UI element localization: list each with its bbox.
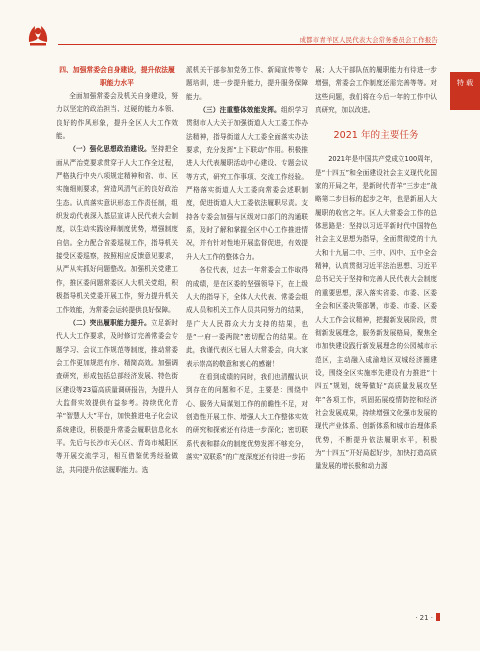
paragraph-lead: （二）突出履职能力提升。 <box>69 318 151 327</box>
paragraph <box>56 143 178 316</box>
congress-emblem-icon <box>26 22 50 48</box>
paragraph: 展；人大干部队伍的履职能力有待进一步增强，常委会工作制度还需完善等等。对这些问题，我们将在今后一年的工作中认真研究，加以改进。 <box>315 66 437 115</box>
section-side-tab: 特 载 <box>450 72 480 110</box>
paragraph: 派机关干部参加党务工作、新闻宣传等专题培训，进一步提升能力，提升服务保障能力。 <box>186 66 308 101</box>
paragraph: 各位代表，过去一年常委会工作取得的成绩，是在区委的坚强领导下，在上级人大的指导下，全体人大代表、常委会组成人员和机关工作人员共同努力的结果，是广大人民群众大力支持的结果，也是“一府一委两院”密切配合的结果。在此，我谨代表区七届人大常委会，向大家表示崇高的敬意和衷心的感谢！ <box>186 266 308 368</box>
page-header <box>0 0 480 58</box>
running-header-title: 成都市青羊区人民代表大会常务委员会工作报告 <box>299 36 438 44</box>
column-1 <box>56 64 178 477</box>
paragraph-lead: （三）注重整体效能发挥。 <box>199 106 281 115</box>
paragraph: 2021年是中国共产党成立100周年，是“十四五”和全面建设社会主义现代化国家的开局之年，是新时代青羊“三步走”战略第二步目标的起步之年，也是新届人大履职的收官之年。区人大常委会工作的总体思路是：坚持以习近平新时代中国特色社会主义思想为指导，全面贯彻党的十九大和十九届二中、三中、四中、五中全会精神，认真贯彻习近平法治思想、习近平总书记关于坚持和完善人民代表大会制度的重要思想，深入落实省委、市委、区委全会和区委决策部署，市委、市委、区委人大工作会议精神，把握新发展阶段，贯彻新发展理念，服务新发展格局，聚焦全市加快建设践行新发展理念的公园城市示范区，主动融入成渝地区双城经济圈建设，围绕全区实施率先建设有力推进“十四五”规划，统筹做好“高质量发展攻坚年”各项工作，巩固拓展疫情防控和经济社会发展成果，持续增强文化强市发展的现代产业体系、创新体系和城市治理体系优势，不断提升依法履职水平，积极为“十四五”开好局起好步，加快打造高质量发展的增长极和动力源 <box>315 155 437 471</box>
paragraph <box>56 317 178 477</box>
paragraph: 在看到成绩的同时，我们也清醒认识到存在的问题和不足，主要是：围绕中心、服务大局谋划工作的前瞻性不足，对创造性开展工作、增强人大工作整体实效的研究和探索还有待进一步深化；密切联系代表和群众的制度优势发挥不够充分，落实“双联系”的广度深度还有待进一步拓 <box>186 372 308 461</box>
paragraph <box>186 104 308 264</box>
column-3 <box>315 64 437 474</box>
paragraph-body: 立足新时代人大工作要求，及时修订完善常委会专题学习、会议工作规范等制度，推动常委会工作更加规范有序、精简高效。加强调查研究，形成包括总部经济发展、特色街区建设等23篇高质量调研报告，为提升人大监督实效提供有益参考。持续优化青羊“智慧人大”平台，加快推进电子化会议系统建设，积极提升常委会履职信息化水平。先后与长沙市天心区、青岛市城阳区等开展交流学习，相互借鉴优秀经验做法，共同提升依法履职能力。选 <box>56 318 179 474</box>
header-rule <box>58 44 436 45</box>
paragraph-body: 组织学习贯彻市人大关于加强街道人大工委工作办法精神，指导街道人大工委全面落实办法要求，充分发挥“上下联动”作用。积极推进人大代表履职活动中心建设、专题会议等方式，研究工作事项、交流工作经验。严格落实街道人大工委向常委会述职制度，促进街道人大工委依法履职尽责。支持各专委会加强与区级对口部门的沟通联系，及时了解和掌握全区中心工作推进情况，并有针对性地开展监督促进，有效提升人大工作的整体合力。 <box>186 106 309 261</box>
section-heading: 四、加强常委会自身建设，提升依法履职能力水平 <box>59 66 175 87</box>
main-tasks-heading: 2021 年的主要任务 <box>333 130 419 142</box>
page-number <box>415 613 440 622</box>
paragraph-lead: （一）强化思想政治建设。 <box>69 145 151 154</box>
page-number-text: · 21 · <box>415 614 433 622</box>
paragraph-body: 坚持把全面从严治党要求贯穿于人大工作全过程，严格执行中央八项规定精神和省、市、区实施细则要求，营造风清气正的良好政治生态。认真落实意识形态工作责任制，组织发动代表深入基层宣讲人民代表大会制度，以生动实践诠释制度优势，增强制度自信。全力配合省委巡视工作，指导机关接受区委巡察，按照相应反馈意见要求，从严从实抓好问题整改。加强机关党建工作，推区委问题常委区人大机关党组，积极指导机关党委开展工作，努力提升机关工作效能，为常委会运转提供良好保障。 <box>56 145 179 314</box>
column-2 <box>186 64 308 464</box>
page-marker <box>436 613 440 621</box>
paragraph: 全面加强常委会及机关自身建设，努力以坚定的政治担当、过硬的能力本领、良好的作风形象，提升全区人大工作效能。 <box>56 92 178 141</box>
